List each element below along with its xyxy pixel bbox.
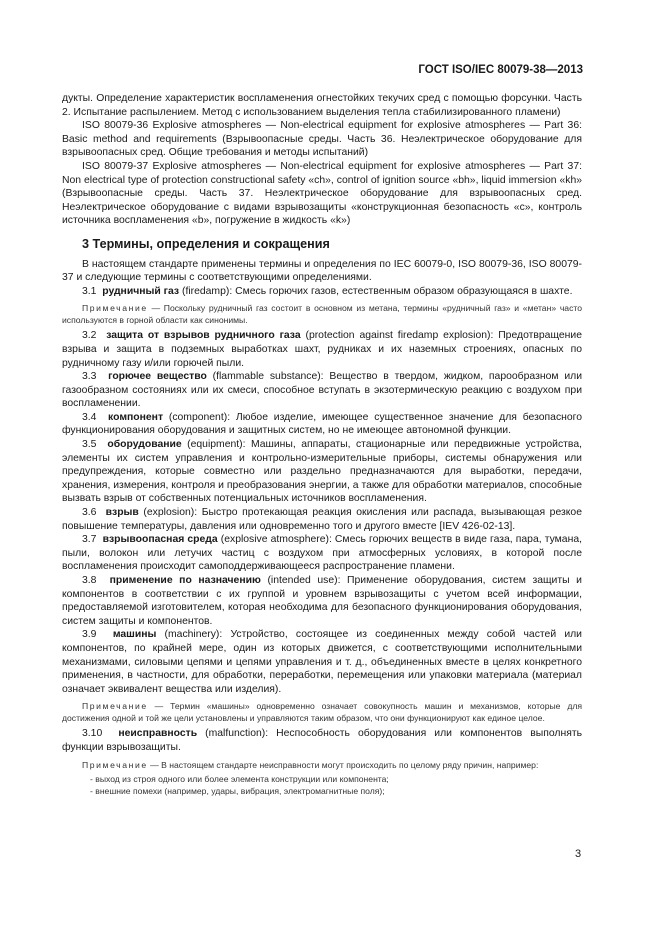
document-body <box>62 92 582 797</box>
document-header: ГОСТ ISO/IEC 80079-38—2013 <box>418 64 583 76</box>
note-malfunction: Примечание — В настоящем стандарте неисправности могут происходить по целому ряду причин, например: <box>82 759 539 770</box>
term-3-2: 3.2 защита от взрывов рудничного газа (protection against firedamp explosion): Предотвращение взрыва и защита в подземных выработках шахт, рудниках и их наземных строениях, опасных по рудничному газу и/или горючей пыли. <box>62 330 582 369</box>
term-3-6: 3.6 взрыв (explosion): Быстро протекающая реакция окисления или распада, вызывающая резкое повышение температуры, давления или одновременно того и другого вместе [IEV 426-02-13]. <box>62 507 582 532</box>
note-machinery: Примечание — Термин «машины» одновременно означает совокупность машин и механизмов, которые для достижения одной и той же цели установлены и управляются таким образом, что они функционируют как единое целое. <box>62 701 582 724</box>
term-3-8: 3.8 применение по назначению (intended use): Применение оборудования, систем защиты и компонентов в соответствии с их группой и уровнем взрывозащиты с учетом всей информации, предоставляемой изготовителем, которая необходима для безопасного функционирования оборудования, систем защиты и компонентов. <box>62 575 582 627</box>
term-3-9: 3.9 машины (machinery): Устройство, состоящее из соединенных между собой частей или компонентов, по крайней мере, один из которых движется, с соответствующими исполнительными механизмами, силовыми цепями и цепями управления и т. д., объединенных вместе в целях конкретного применения, в частности, для обработки, переработки, перемещения или упаковки материала (материал означает эквивалент вещества или изделия). <box>62 629 582 695</box>
section-intro: В настоящем стандарте применены термины и определения по IEC 60079-0, ISO 80079-36, ISO 80079-37 и следующие термины с соответствующими определениями. <box>62 258 582 284</box>
reference-iso-80079-37: ISO 80079-37 Explosive atmospheres — Non-electrical equipment for explosive atmospheres — Part 37: Non electrical type of protection constructional safety «ch», control of ignition source «bh», liquid immersion «kh» (Взрывоопасные среды. Часть 37. Неэлектрическое оборудование для взрывоопасных сред. Неэлектрическое оборудование с видами взрывозащиты «конструкционная безопасность «с», контроль источника воспламенения «b», погружение в жидкость «k») <box>62 160 582 227</box>
page-number: 3 <box>575 848 582 860</box>
section-title: 3 Термины, определения и сокращения <box>82 236 330 251</box>
term-3-1: 3.1 рудничный газ (firedamp): Смесь горючих газов, естественным образом образующаяся в шахте. <box>82 285 573 297</box>
reference-iso-80079-36: ISO 80079-36 Explosive atmospheres — Non-electrical equipment for explosive atmospheres — Part 36: Basic method and requirements (Взрывоопасные среды. Часть 36. Неэлектрическое оборудование для взрывоопасных сред. Общие требования и методы испытаний) <box>62 120 582 159</box>
list-item: - внешние помехи (например, удары, вибрация, электромагнитные поля); <box>90 785 582 797</box>
term-3-10: 3.10 неисправность (malfunction): Неспособность оборудования или компонентов выполнять функции взрывозащиты. <box>62 728 582 753</box>
term-3-5: 3.5 оборудование (equipment): Машины, аппараты, стационарные или передвижные устройства, элементы их систем управления и контрольно-измерительные приборы, системы обнаружения или предупреждения, которые совместно или раздельно предназначаются для выработки, передачи, хранения, измерения, контроля и преобразования энергии, а также для обработки материалов, способные вызвать взрыв от собственных потенциальных источников воспламенения. <box>62 439 582 505</box>
term-3-4: 3.4 компонент (component): Любое изделие, имеющее существенное значение для безопасного функционирования оборудования и защитных систем, но не имеющее автономной функции. <box>62 411 582 437</box>
note-firedamp: Примечание — Поскольку рудничный газ состоит в основном из метана, термины «рудничный газ» и «метан» часто используются в горной области как синонимы. <box>62 303 582 326</box>
malfunction-causes-list <box>62 773 582 797</box>
term-3-3: 3.3 горючее вещество (flammable substance): Вещество в твердом, жидком, парообразном или газообразном состояниях или их смеси, способное вступать в экзотермическую реакцию с воздухом при воспламенении. <box>62 371 582 410</box>
list-item: - выход из строя одного или более элемента конструкции или компонента; <box>90 773 582 785</box>
term-3-7: 3.7 взрывоопасная среда (explosive atmosphere): Смесь горючих веществ в виде газа, пара, тумана, пыли, волокон или летучих частиц с воздухом при атмосферных условиях, в которой после воспламенения происходит самоподдерживающееся распространение пламени. <box>62 534 582 573</box>
intro-paragraph: дукты. Определение характеристик воспламенения огнестойких текучих сред с помощью форсунки. Часть 2. Испытание распылением. Метод с использованием выделения тепла стабилизированного пламени) <box>62 93 582 118</box>
